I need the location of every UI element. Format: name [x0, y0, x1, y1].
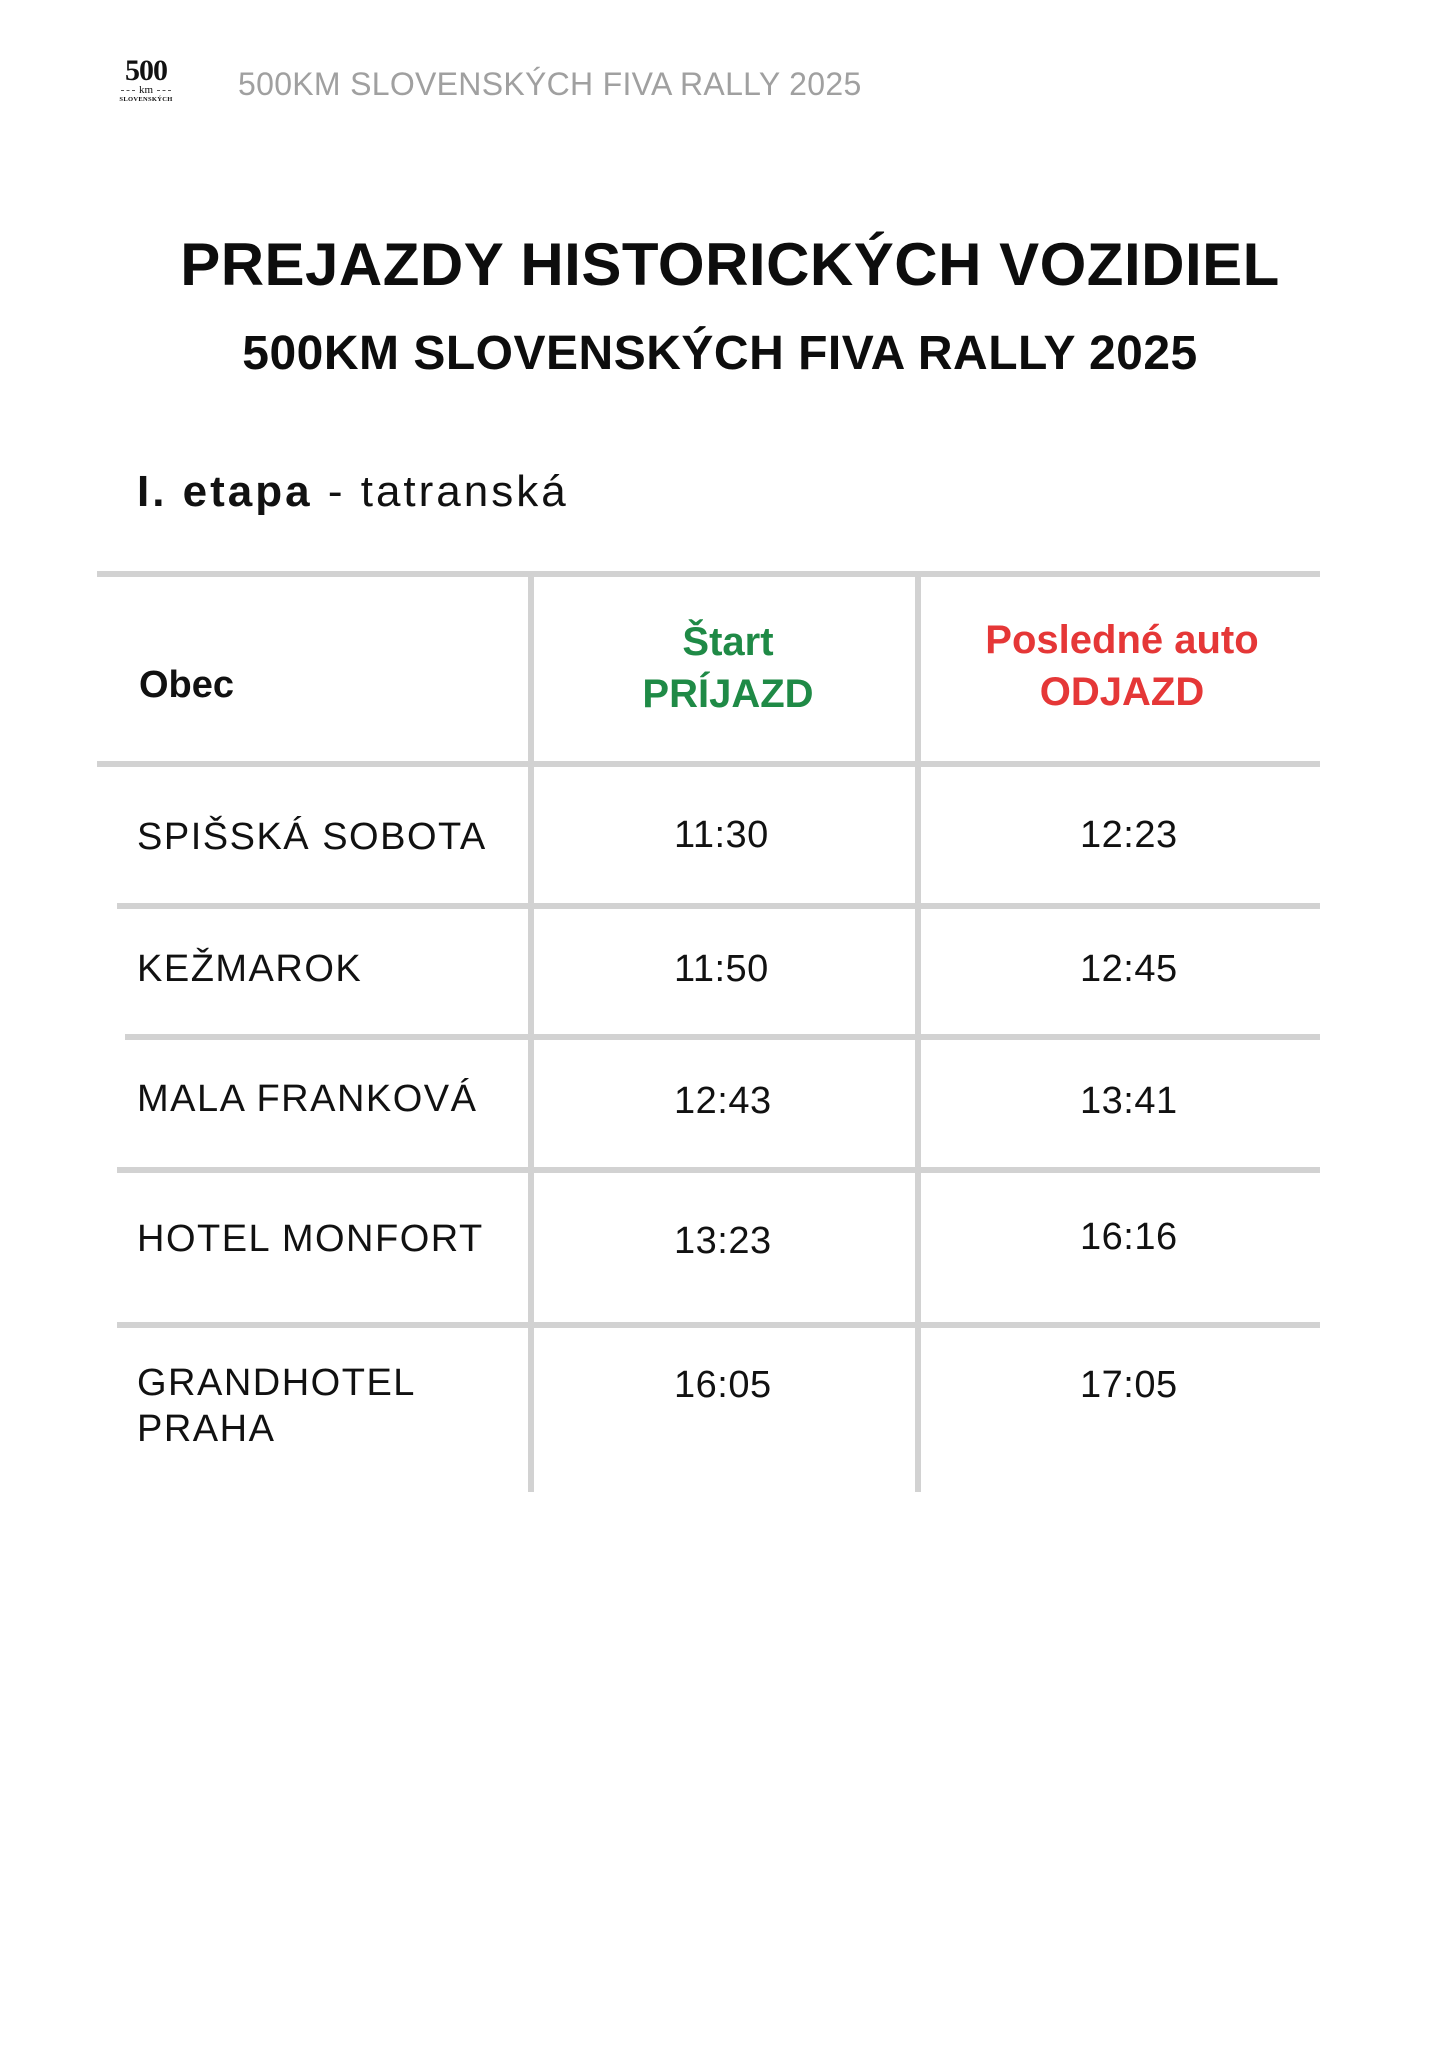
stage-number: I. etapa: [137, 467, 313, 516]
table-cell-departure: 12:23: [1080, 814, 1178, 856]
table-cell-departure: 12:45: [1080, 948, 1178, 990]
table-cell-arrival: 11:50: [674, 948, 769, 990]
table-rule-row-2: [125, 1034, 1320, 1040]
table-cell-arrival: 11:30: [674, 814, 769, 856]
stage-name: tatranská: [360, 467, 569, 516]
header-title: 500KM SLOVENSKÝCH FIVA RALLY 2025: [238, 66, 862, 102]
table-rule-row-1: [117, 903, 1320, 909]
table-rule-row-3: [117, 1167, 1320, 1173]
table-cell-arrival: 13:23: [674, 1220, 772, 1262]
table-cell-departure: 16:16: [1080, 1216, 1178, 1258]
table-rule-top: [97, 571, 1320, 577]
table-cell-arrival: 16:05: [674, 1364, 772, 1406]
table-cell-place: KEŽMAROK: [137, 948, 363, 990]
table-cell-place: SPIŠSKÁ SOBOTA: [137, 816, 487, 858]
column-header-last-line1: Posledné auto: [985, 618, 1259, 662]
column-header-start-line1: Štart: [682, 620, 774, 664]
table-cell-place: MALA FRANKOVÁ: [137, 1078, 478, 1120]
table-cell-place: HOTEL MONFORT: [137, 1218, 484, 1260]
table-cell-departure: 13:41: [1080, 1080, 1178, 1122]
rally-logo: [100, 54, 192, 108]
column-header-start: [538, 616, 918, 720]
table-rule-row-4: [117, 1322, 1320, 1328]
logo-dash-left: [121, 90, 135, 91]
page-subtitle: 500KM SLOVENSKÝCH FIVA RALLY 2025: [242, 327, 1198, 380]
logo-text: SLOVENSKÝCH: [119, 96, 173, 103]
logo-unit: km: [138, 84, 154, 96]
table-cell-arrival: 12:43: [674, 1080, 772, 1122]
column-header-place: Obec: [139, 664, 235, 706]
logo-unit-row: [100, 85, 192, 96]
table-divider-1: [528, 574, 534, 1492]
column-header-last-line2: ODJAZD: [1039, 670, 1205, 714]
table-rule-header: [97, 761, 1320, 767]
logo-dash-right: [157, 90, 171, 91]
page-title: PREJAZDY HISTORICKÝCH VOZIDIEL: [180, 231, 1280, 298]
logo-number: 500: [125, 54, 167, 87]
stage-separator: -: [312, 467, 361, 516]
table-cell-departure: 17:05: [1080, 1364, 1178, 1406]
column-header-start-line2: PRÍJAZD: [642, 672, 814, 716]
stage-heading: [137, 466, 569, 518]
table-cell-place: GRANDHOTEL PRAHA: [137, 1362, 415, 1450]
column-header-last: [922, 614, 1322, 718]
